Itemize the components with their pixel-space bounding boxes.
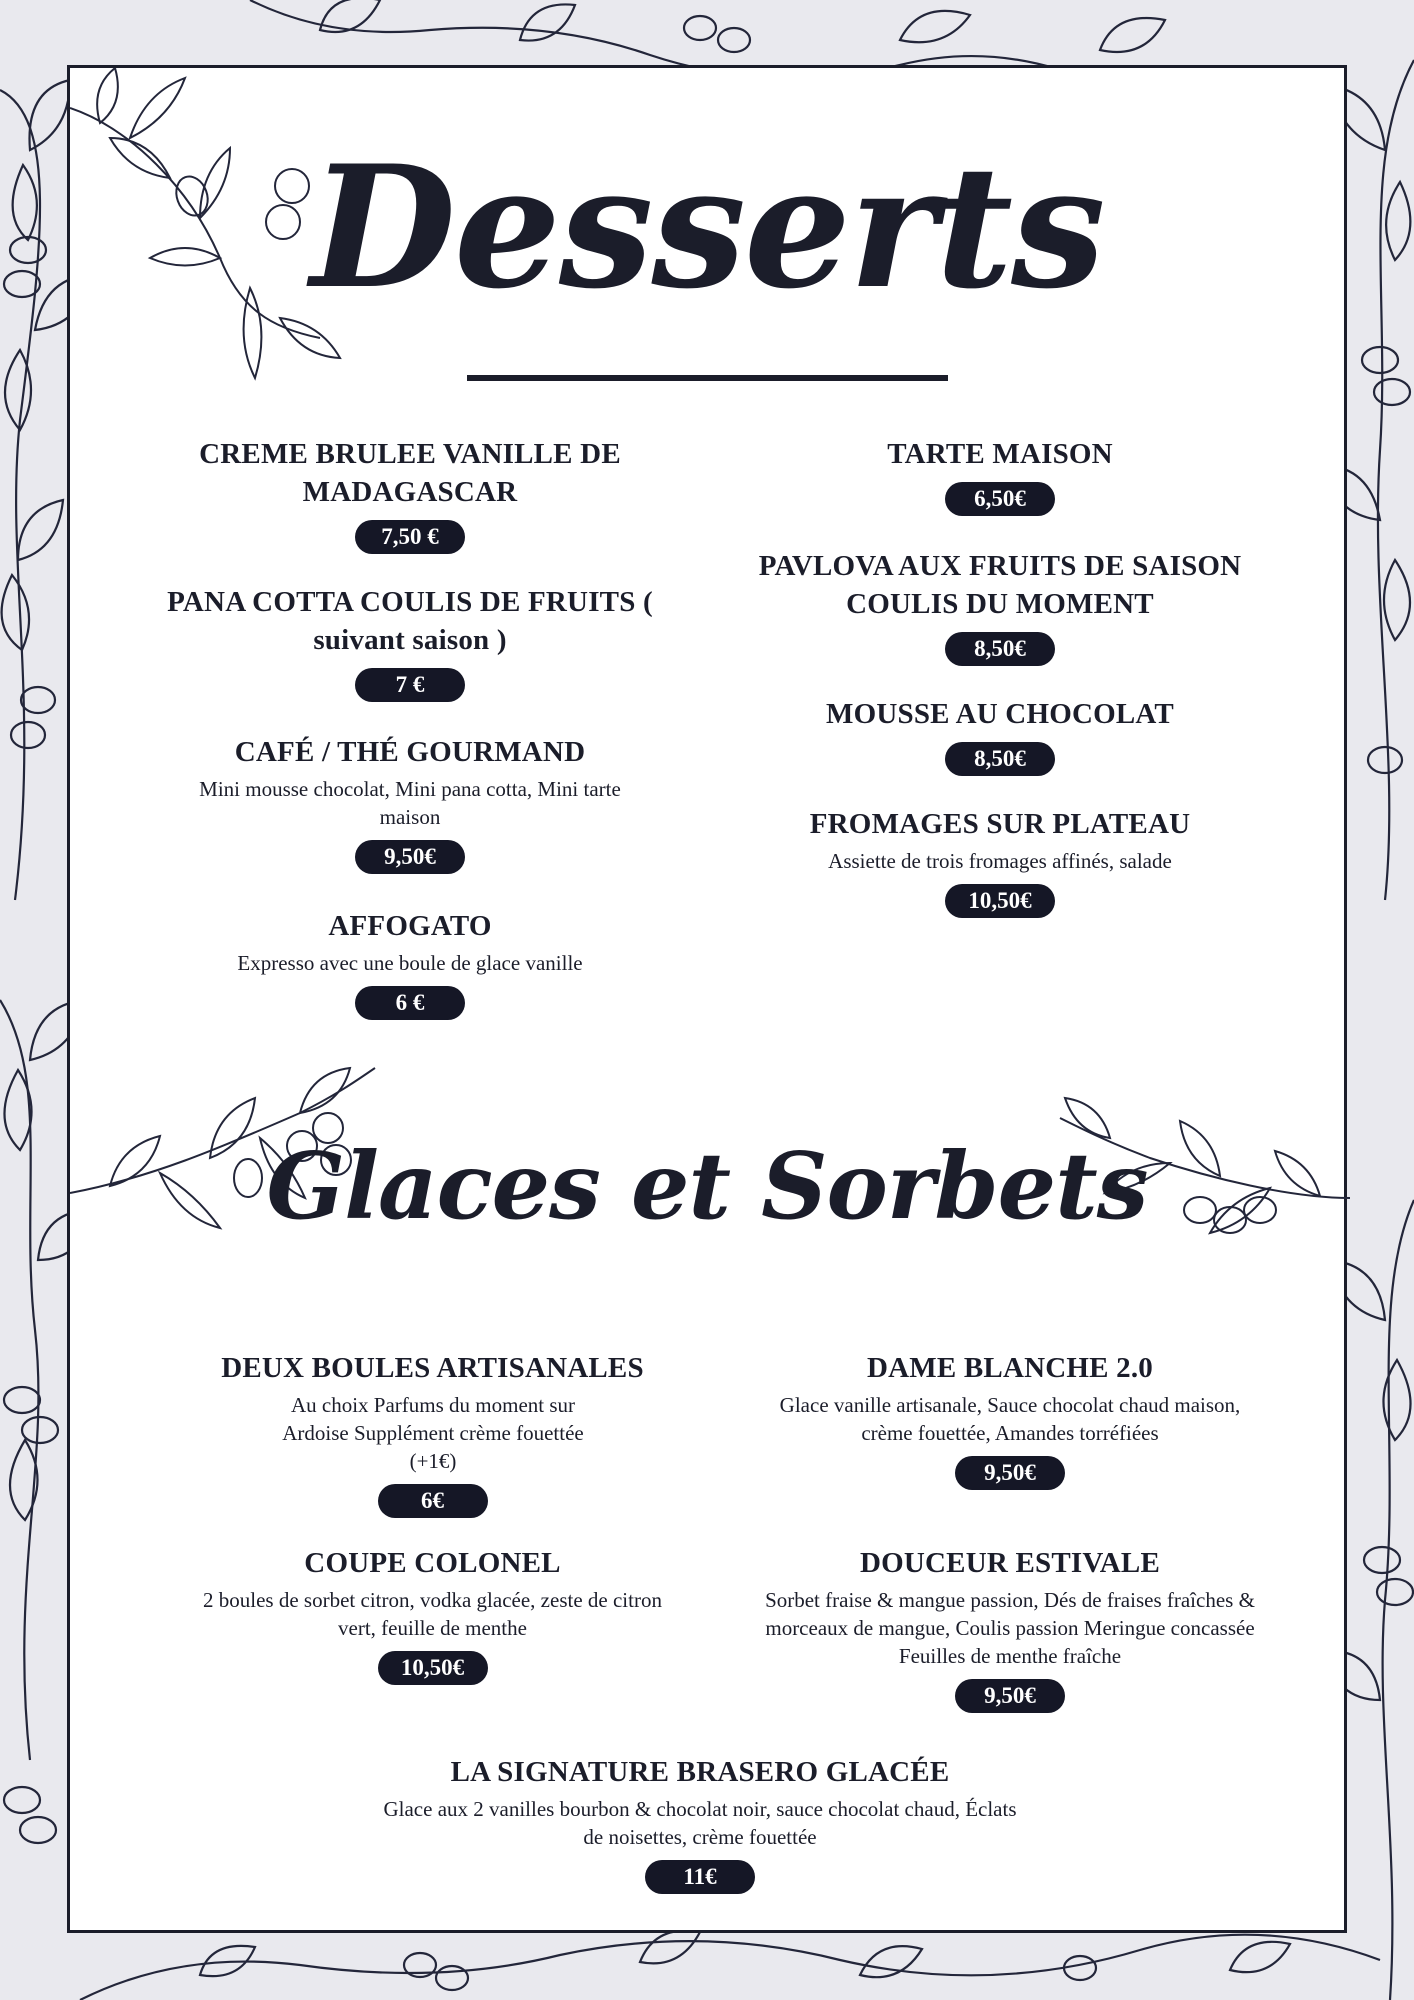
item-name: COUPE COLONEL <box>304 1547 561 1579</box>
item-name: DOUCEUR ESTIVALE <box>860 1547 1160 1579</box>
menu-item <box>160 435 660 554</box>
price-badge: 8,50€ <box>945 632 1055 666</box>
olive-branch-icon <box>80 1931 1380 2000</box>
price-badge: 6 € <box>355 986 465 1020</box>
item-name: MOUSSE AU CHOCOLAT <box>826 698 1174 730</box>
title-divider <box>467 375 948 381</box>
menu-item-signature <box>380 1753 1020 1894</box>
price-badge: 9,50€ <box>955 1679 1065 1713</box>
item-name: AFFOGATO <box>328 910 492 942</box>
item-description: Glace aux 2 vanilles bourbon & chocolat noir, sauce chocolat chaud, Éclats de noisettes, crème fouettée <box>383 1797 1017 1849</box>
menu-item <box>750 695 1250 776</box>
price-badge: 10,50€ <box>378 1651 488 1685</box>
price-badge: 11€ <box>645 1860 755 1894</box>
price-badge: 6,50€ <box>945 482 1055 516</box>
menu-item <box>160 583 660 702</box>
item-name: DAME BLANCHE 2.0 <box>867 1352 1153 1384</box>
item-description: Expresso avec une boule de glace vanille <box>237 951 583 975</box>
item-name: LA SIGNATURE BRASERO GLACÉE <box>450 1756 950 1788</box>
menu-item <box>180 733 640 874</box>
menu-item <box>760 1349 1260 1490</box>
menu-item <box>760 1544 1260 1713</box>
price-badge: 7,50 € <box>355 520 465 554</box>
menu-item <box>200 1349 665 1518</box>
item-name: CAFÉ / THÉ GOURMAND <box>234 736 586 768</box>
glaces-title: Glaces et Sorbets <box>266 1132 1148 1240</box>
menu-item <box>750 435 1250 516</box>
item-description: Sorbet fraise & mangue passion, Dés de fraises fraîches & morceaux de mangue, Coulis passion Meringue concassée Feuilles de menthe fraîche <box>765 1588 1255 1668</box>
price-badge: 9,50€ <box>355 840 465 874</box>
item-name: FROMAGES SUR PLATEAU <box>809 808 1191 840</box>
price-badge: 10,50€ <box>945 884 1055 918</box>
item-description: Assiette de trois fromages affinés, salade <box>828 849 1172 873</box>
item-description: Mini mousse chocolat, Mini pana cotta, Mini tarte maison <box>199 777 621 829</box>
item-name: PANA COTTA COULIS DE FRUITS ( suivant saison ) <box>167 586 653 656</box>
price-badge: 9,50€ <box>955 1456 1065 1490</box>
item-name: CREME BRULEE VANILLE DE MADAGASCAR <box>199 438 621 508</box>
item-name: PAVLOVA AUX FRUITS DE SAISON COULIS DU MOMENT <box>758 550 1242 620</box>
price-badge: 7 € <box>355 668 465 702</box>
item-name: DEUX BOULES ARTISANALES <box>221 1352 644 1384</box>
menu-item <box>800 805 1200 918</box>
item-description: Au choix Parfums du moment sur Ardoise Supplément crème fouettée (+1€) <box>282 1393 584 1473</box>
menu-item <box>200 1544 665 1685</box>
item-name: TARTE MAISON <box>887 438 1113 470</box>
item-description: 2 boules de sorbet citron, vodka glacée, zeste de citron vert, feuille de menthe <box>203 1588 662 1640</box>
price-badge: 8,50€ <box>945 742 1055 776</box>
item-description: Glace vanille artisanale, Sauce chocolat chaud maison, crème fouettée, Amandes torréfiées <box>779 1393 1241 1445</box>
menu-item <box>215 907 605 1020</box>
menu-item <box>750 547 1250 666</box>
desserts-title: Desserts <box>310 128 1104 326</box>
price-badge: 6€ <box>378 1484 488 1518</box>
